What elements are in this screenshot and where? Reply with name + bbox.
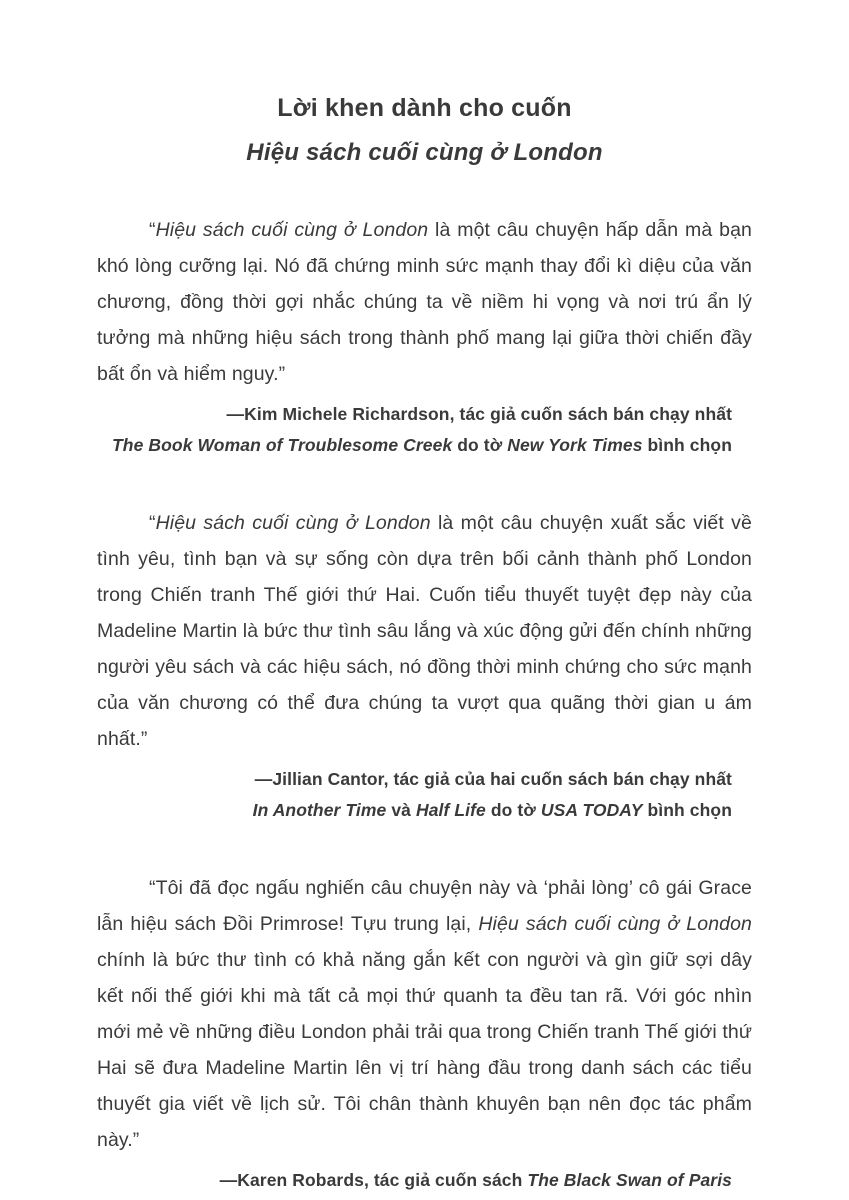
quote-text <box>97 212 752 392</box>
text-run: —Kim Michele Richardson, tác giả cuốn sách bán chạy nhất <box>226 403 732 424</box>
praise-heading: Lời khen dành cho cuốn <box>277 94 572 122</box>
praise-quote-1 <box>97 212 752 461</box>
text-run: New York Times <box>507 434 643 455</box>
text-run: The Book Woman of Troublesome Creek <box>112 434 453 455</box>
quote-attribution <box>97 764 752 826</box>
text-run: “ <box>149 511 156 534</box>
quote-text <box>97 870 752 1158</box>
quote-text <box>97 505 752 757</box>
text-run: bình chọn <box>642 799 732 820</box>
text-run: Hiệu sách cuối cùng ở London <box>155 511 431 534</box>
text-run: là một câu chuyện xuất sắc viết về tình yêu, tình bạn và sự sống còn dựa trên bối cảnh thành phố London trong Chiến tranh Thế giới thứ Hai. Cuốn tiểu thuyết tuyệt đẹp này của Madeline Martin là bức thư tình sâu lắng và xúc động gửi đến chính những người yêu sách và các hiệu sách, nó đồng thời minh chứng cho sức mạnh của văn chương có thể đưa chúng ta vượt qua quãng thời gian u ám nhất.” <box>97 511 752 750</box>
text-run: “ <box>149 218 156 241</box>
quote-attribution <box>97 1165 752 1196</box>
text-run: —Karen Robards, tác giả cuốn sách <box>219 1169 528 1190</box>
text-run: do tờ <box>452 434 508 455</box>
text-run: do tờ <box>485 799 541 820</box>
praise-quote-3 <box>97 870 752 1196</box>
text-run: —Jillian Cantor, tác giả của hai cuốn sách bán chạy nhất <box>254 768 732 789</box>
text-run: Hiệu sách cuối cùng ở London <box>155 218 429 241</box>
text-run: Hiệu sách cuối cùng ở London <box>478 912 752 935</box>
book-title: Hiệu sách cuối cùng ở London <box>246 138 603 166</box>
text-run: In Another Time <box>252 799 387 820</box>
text-run: và <box>386 799 416 820</box>
text-run: Half Life <box>415 799 486 820</box>
praise-quote-2 <box>97 505 752 826</box>
quote-attribution <box>97 399 752 461</box>
text-run: là một câu chuyện hấp dẫn mà bạn khó lòng cưỡng lại. Nó đã chứng minh sức mạnh thay đổi kì diệu của văn chương, đồng thời gợi nhắc chúng ta về niềm hi vọng và nơi trú ẩn lý tưởng mà những hiệu sách trong thành phố mang lại giữa thời chiến đầy bất ổn và hiểm nguy.” <box>97 218 752 385</box>
text-run: USA TODAY <box>540 799 643 820</box>
text-run: “Tôi đã đọc ngấu nghiến câu chuyện này và ‘phải lòng’ cô gái Grace lẫn hiệu sách Đồi Primrose! Tựu trung lại, <box>97 876 752 935</box>
text-run: bình chọn <box>642 434 732 455</box>
text-run: chính là bức thư tình có khả năng gắn kết con người và gìn giữ sợi dây kết nối thế giới khi mà tất cả mọi thứ quanh ta đều tan rã. Với góc nhìn mới mẻ về những điều London phải trải qua trong Chiến tranh Thế giới thứ Hai sẽ đưa Madeline Martin lên vị trí hàng đầu trong danh sách các tiểu thuyết gia viết về lịch sử. Tôi chân thành khuyên bạn nên đọc tác phẩm này.” <box>97 948 752 1151</box>
page-title-block <box>97 92 752 168</box>
text-run: The Black Swan of Paris <box>527 1169 732 1190</box>
